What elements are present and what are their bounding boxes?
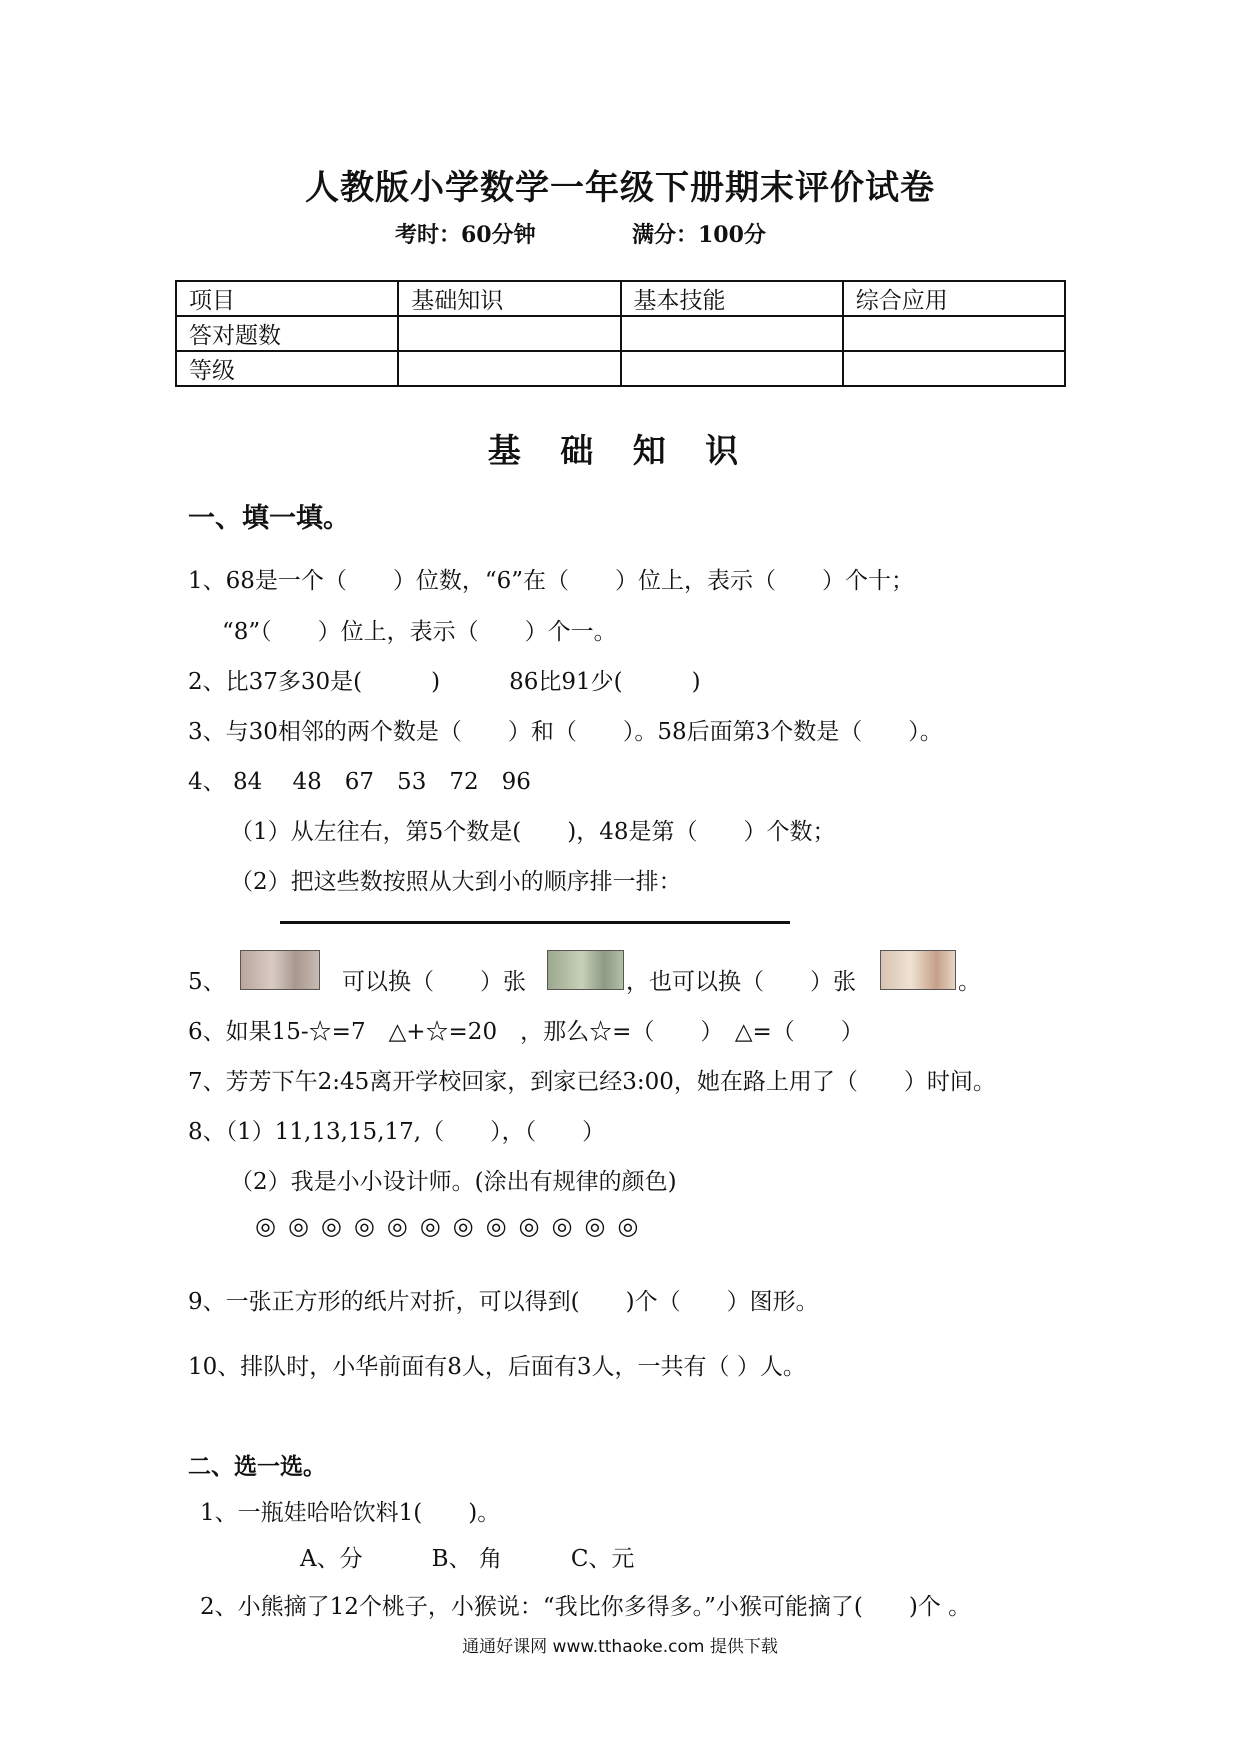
question-4: 4、 84 48 67 53 72 96: [188, 769, 531, 795]
score-table-row: [176, 316, 1065, 351]
question-8-2: （2）我是小小设计师。(涂出有规律的颜色): [230, 1169, 677, 1195]
part1-heading: 一、填一填。: [188, 503, 350, 534]
question-5-text-c: 。: [958, 969, 981, 995]
question-8-1: 8、（1）11,13,15,17,（ ），（ ）: [188, 1119, 606, 1145]
score-cell: [621, 351, 843, 386]
header-cell: 基础知识: [398, 281, 620, 316]
question-5-number: 5、: [188, 969, 226, 995]
page-title: 人教版小学数学一年级下册期末评价试卷: [305, 168, 935, 208]
header-cell: 综合应用: [843, 281, 1065, 316]
question-4-2: （2）把这些数按照从大到小的顺序排一排：: [230, 869, 682, 895]
part2-question-1-options: A、分 B、 角 C、元: [300, 1546, 635, 1572]
score-table: [175, 280, 1066, 387]
score-cell: [843, 316, 1065, 351]
row-label-cell: 等级: [176, 351, 398, 386]
question-7: 7、芳芳下午2:45离开学校回家，到家已经3:00，她在路上用了（ ）时间。: [188, 1069, 996, 1095]
hundred-yuan-banknote-image: [240, 950, 320, 990]
part2-question-1: 1、一瓶娃哈哈饮料1( )。: [200, 1500, 501, 1526]
exam-time: 考时：60分钟: [395, 222, 536, 248]
twenty-yuan-banknote-image: [880, 950, 956, 990]
score-cell: [621, 316, 843, 351]
question-10: 10、排队时，小华前面有8人，后面有3人，一共有（ ）人。: [188, 1354, 806, 1380]
question-4-1: （1）从左往右，第5个数是( )，48是第（ ）个数；: [230, 819, 836, 845]
question-1b: “8”（ ）位上，表示（ ）个一。: [222, 619, 617, 645]
question-6: 6、如果15-☆=7 △+☆=20 ，那么☆=（ ） △=（ ）: [188, 1019, 864, 1045]
question-1a: 1、68是一个（ ）位数，“6”在（ ）位上，表示（ ）个十；: [188, 568, 915, 594]
footer-credit: 通通好课网 www.tthaoke.com 提供下载: [462, 1637, 778, 1657]
part2-question-2: 2、小熊摘了12个桃子，小猴说：“我比你多得多。”小猴可能摘了( )个 。: [200, 1594, 972, 1620]
header-cell: 基本技能: [621, 281, 843, 316]
pattern-circles: ◎◎◎◎◎◎◎◎◎◎◎◎: [255, 1212, 651, 1240]
fifty-yuan-banknote-image: [547, 950, 624, 990]
header-cell: 项目: [176, 281, 398, 316]
score-cell: [398, 316, 620, 351]
question-3: 3、与30相邻的两个数是（ ）和（ ）。58后面第3个数是（ ）。: [188, 719, 943, 745]
row-label-cell: 答对题数: [176, 316, 398, 351]
part2-heading: 二、选一选。: [188, 1453, 326, 1480]
full-score: 满分：100分: [632, 222, 766, 248]
score-table-header-row: [176, 281, 1065, 316]
question-5-text-b: ，也可以换（ ）张: [626, 969, 856, 995]
score-cell: [398, 351, 620, 386]
score-table-row: [176, 351, 1065, 386]
question-9: 9、一张正方形的纸片对折，可以得到( )个（ ）图形。: [188, 1289, 819, 1315]
question-5-text-a: 可以换（ ）张: [342, 969, 526, 995]
question-2: 2、比37多30是( ) 86比91少( ): [188, 669, 701, 695]
score-cell: [843, 351, 1065, 386]
answer-line: [280, 921, 790, 924]
section-title: 基 础 知 识: [487, 431, 753, 470]
